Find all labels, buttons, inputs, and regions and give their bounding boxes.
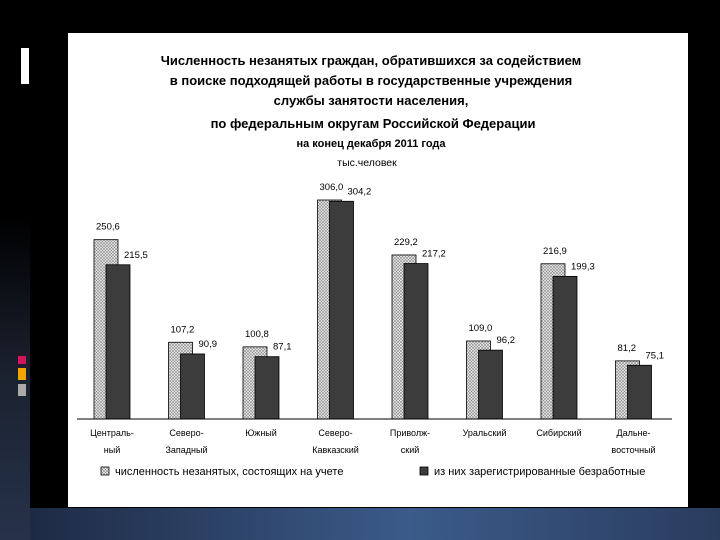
category-label: Централь- [90,428,134,438]
category-label: ный [103,445,121,455]
bars-group [94,182,664,419]
bar-value-label: 90,9 [198,338,217,350]
category-label: Южный [245,428,277,438]
category-label: восточный [611,445,656,455]
bar-value-label: 75,1 [645,350,664,362]
bar-value-label: 87,1 [273,341,292,353]
category-label: Северо- [169,428,204,438]
category-labels [90,428,655,455]
bar-value-label: 306,0 [319,182,344,193]
accent-block-3 [18,384,26,396]
bar-value-label: 250,6 [96,221,120,233]
chart-title-line: Численность незанятых граждан, обратившихся за содействием [160,53,582,68]
bar-registered-jobless [106,265,130,419]
slide [68,33,688,507]
bar-registered-jobless [628,365,652,419]
accent-block-1 [18,356,26,364]
footer-band [30,508,720,540]
category-label: Дальне- [616,428,651,438]
bar-registered-jobless [330,201,354,419]
category-label: Сибирский [536,428,582,438]
bar-value-label: 217,2 [422,248,446,260]
chart-subtitle: на конец декабря 2011 года [296,138,446,150]
side-mark [21,48,29,84]
chart-title-line: службы занятости населения, [273,93,469,108]
accent-block-2 [18,368,26,380]
chart-title-line: в поиске подходящей работы в государственные учреждения [169,73,573,88]
bar-value-label: 215,5 [124,249,148,261]
bar-registered-jobless [255,357,279,419]
chart-title [161,53,582,131]
category-label: Уральский [462,428,507,438]
bar-value-label: 109,0 [468,322,493,334]
category-label: Кавказский [312,445,359,455]
legend [101,466,645,478]
bar-value-label: 199,3 [571,261,595,273]
bar-registered-jobless [181,354,205,419]
category-label: Западный [165,445,208,455]
bar-chart [68,33,688,507]
legend-label: из них зарегистрированные безработные [434,466,646,478]
bar-registered-jobless [404,264,428,419]
legend-label: численность незанятых, состоящих на учете [115,466,344,478]
bar-registered-jobless [553,276,577,419]
bar-value-label: 229,2 [394,236,418,248]
bar-registered-jobless [479,350,503,419]
legend-swatch-registered [420,467,428,475]
category-label: Северо- [318,428,353,438]
bar-value-label: 81,2 [617,342,636,354]
legend-swatch-total [101,467,109,475]
category-label: Приволж- [389,428,431,438]
bar-value-label: 216,9 [543,245,567,257]
bar-value-label: 107,2 [170,324,195,336]
bar-value-label: 100,8 [245,328,269,340]
bar-value-label: 304,2 [347,186,372,198]
chart-title-line: по федеральным округам Российской Федерации [210,116,536,131]
category-label: ский [400,445,420,455]
bar-value-label: 96,2 [496,335,515,347]
chart-unit: тыс.человек [337,157,397,169]
